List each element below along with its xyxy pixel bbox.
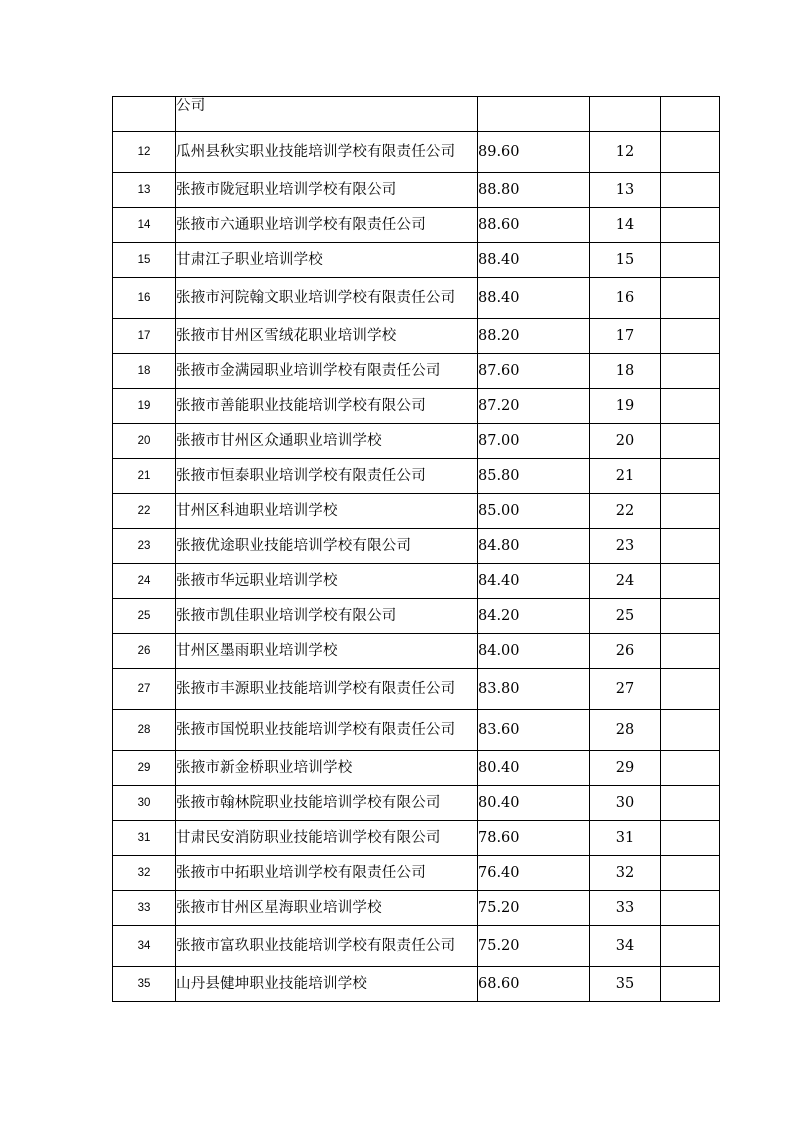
cell-note xyxy=(661,459,720,494)
table-row xyxy=(113,243,720,278)
table-row xyxy=(113,891,720,926)
cell-rank: 23 xyxy=(590,529,661,564)
cell-score xyxy=(478,97,590,132)
cell-rank: 19 xyxy=(590,389,661,424)
cell-score: 87.00 xyxy=(478,424,590,459)
cell-rank: 25 xyxy=(590,599,661,634)
cell-name: 张掖市甘州区雪绒花职业培训学校 xyxy=(176,319,478,354)
cell-rank: 28 xyxy=(590,710,661,751)
cell-name: 张掖市华远职业培训学校 xyxy=(176,564,478,599)
cell-rank: 30 xyxy=(590,786,661,821)
cell-rank: 33 xyxy=(590,891,661,926)
cell-rank: 32 xyxy=(590,856,661,891)
cell-no: 17 xyxy=(113,319,176,354)
cell-name: 甘州区科迪职业培训学校 xyxy=(176,494,478,529)
cell-no: 19 xyxy=(113,389,176,424)
cell-rank: 22 xyxy=(590,494,661,529)
cell-note xyxy=(661,529,720,564)
cell-note xyxy=(661,208,720,243)
cell-no: 29 xyxy=(113,751,176,786)
table-row xyxy=(113,424,720,459)
cell-rank: 17 xyxy=(590,319,661,354)
table-row xyxy=(113,967,720,1002)
cell-rank: 29 xyxy=(590,751,661,786)
cell-name: 山丹县健坤职业技能培训学校 xyxy=(176,967,478,1002)
cell-rank: 12 xyxy=(590,132,661,173)
cell-note xyxy=(661,424,720,459)
cell-rank: 14 xyxy=(590,208,661,243)
cell-name: 张掖市河院翰文职业培训学校有限责任公司 xyxy=(176,278,478,319)
cell-no xyxy=(113,97,176,132)
cell-score: 88.20 xyxy=(478,319,590,354)
cell-name: 甘肃江子职业培训学校 xyxy=(176,243,478,278)
cell-no: 12 xyxy=(113,132,176,173)
cell-rank: 31 xyxy=(590,821,661,856)
cell-name: 张掖市丰源职业技能培训学校有限责任公司 xyxy=(176,669,478,710)
table-row xyxy=(113,564,720,599)
cell-no: 20 xyxy=(113,424,176,459)
cell-rank xyxy=(590,97,661,132)
cell-score: 88.40 xyxy=(478,243,590,278)
cell-rank: 27 xyxy=(590,669,661,710)
cell-no: 31 xyxy=(113,821,176,856)
cell-score: 89.60 xyxy=(478,132,590,173)
cell-score: 84.20 xyxy=(478,599,590,634)
cell-note xyxy=(661,97,720,132)
table-row xyxy=(113,389,720,424)
cell-no: 34 xyxy=(113,926,176,967)
cell-score: 83.80 xyxy=(478,669,590,710)
cell-no: 16 xyxy=(113,278,176,319)
cell-note xyxy=(661,494,720,529)
table-row xyxy=(113,354,720,389)
cell-no: 24 xyxy=(113,564,176,599)
cell-no: 15 xyxy=(113,243,176,278)
cell-note xyxy=(661,891,720,926)
cell-note xyxy=(661,319,720,354)
cell-rank: 15 xyxy=(590,243,661,278)
cell-no: 14 xyxy=(113,208,176,243)
cell-score: 76.40 xyxy=(478,856,590,891)
cell-rank: 34 xyxy=(590,926,661,967)
results-table-body xyxy=(113,97,720,1002)
cell-score: 75.20 xyxy=(478,891,590,926)
cell-name: 公司 xyxy=(176,97,478,132)
cell-name: 甘州区墨雨职业培训学校 xyxy=(176,634,478,669)
table-row xyxy=(113,132,720,173)
cell-no: 23 xyxy=(113,529,176,564)
cell-name: 张掖市凯佳职业培训学校有限公司 xyxy=(176,599,478,634)
cell-no: 28 xyxy=(113,710,176,751)
cell-rank: 20 xyxy=(590,424,661,459)
cell-note xyxy=(661,669,720,710)
cell-score: 87.60 xyxy=(478,354,590,389)
cell-score: 87.20 xyxy=(478,389,590,424)
cell-name: 张掖市六通职业培训学校有限责任公司 xyxy=(176,208,478,243)
cell-note xyxy=(661,173,720,208)
table-row xyxy=(113,278,720,319)
cell-no: 18 xyxy=(113,354,176,389)
cell-name: 张掖市国悦职业技能培训学校有限责任公司 xyxy=(176,710,478,751)
cell-note xyxy=(661,856,720,891)
cell-score: 78.60 xyxy=(478,821,590,856)
cell-note xyxy=(661,967,720,1002)
cell-score: 80.40 xyxy=(478,751,590,786)
cell-rank: 24 xyxy=(590,564,661,599)
cell-score: 84.00 xyxy=(478,634,590,669)
table-row xyxy=(113,459,720,494)
cell-score: 84.80 xyxy=(478,529,590,564)
cell-note xyxy=(661,710,720,751)
cell-rank: 26 xyxy=(590,634,661,669)
cell-no: 21 xyxy=(113,459,176,494)
table-row xyxy=(113,926,720,967)
table-row xyxy=(113,599,720,634)
table-row xyxy=(113,173,720,208)
cell-note xyxy=(661,389,720,424)
cell-name: 张掖市中拓职业培训学校有限责任公司 xyxy=(176,856,478,891)
cell-note xyxy=(661,786,720,821)
cell-no: 30 xyxy=(113,786,176,821)
cell-no: 26 xyxy=(113,634,176,669)
cell-name: 张掖市新金桥职业培训学校 xyxy=(176,751,478,786)
cell-score: 88.80 xyxy=(478,173,590,208)
table-row xyxy=(113,856,720,891)
cell-rank: 16 xyxy=(590,278,661,319)
table-row xyxy=(113,669,720,710)
cell-note xyxy=(661,132,720,173)
cell-no: 13 xyxy=(113,173,176,208)
table-row xyxy=(113,751,720,786)
cell-note xyxy=(661,821,720,856)
cell-no: 22 xyxy=(113,494,176,529)
cell-no: 27 xyxy=(113,669,176,710)
results-table xyxy=(112,96,720,1002)
continuation-row xyxy=(113,97,720,132)
table-row xyxy=(113,529,720,564)
cell-note xyxy=(661,243,720,278)
cell-score: 68.60 xyxy=(478,967,590,1002)
cell-score: 88.40 xyxy=(478,278,590,319)
cell-note xyxy=(661,634,720,669)
cell-no: 33 xyxy=(113,891,176,926)
cell-name: 张掖市甘州区众通职业培训学校 xyxy=(176,424,478,459)
cell-rank: 21 xyxy=(590,459,661,494)
cell-rank: 18 xyxy=(590,354,661,389)
cell-no: 25 xyxy=(113,599,176,634)
cell-name: 张掖优途职业技能培训学校有限公司 xyxy=(176,529,478,564)
cell-rank: 35 xyxy=(590,967,661,1002)
cell-score: 83.60 xyxy=(478,710,590,751)
table-row xyxy=(113,634,720,669)
cell-name: 张掖市甘州区星海职业培训学校 xyxy=(176,891,478,926)
cell-note xyxy=(661,278,720,319)
cell-score: 88.60 xyxy=(478,208,590,243)
table-row xyxy=(113,786,720,821)
cell-score: 85.00 xyxy=(478,494,590,529)
cell-rank: 13 xyxy=(590,173,661,208)
cell-name: 甘肃民安消防职业技能培训学校有限公司 xyxy=(176,821,478,856)
table-row xyxy=(113,208,720,243)
cell-name: 张掖市陇冠职业培训学校有限公司 xyxy=(176,173,478,208)
cell-name: 张掖市恒泰职业培训学校有限责任公司 xyxy=(176,459,478,494)
cell-note xyxy=(661,751,720,786)
cell-no: 35 xyxy=(113,967,176,1002)
cell-name: 瓜州县秋实职业技能培训学校有限责任公司 xyxy=(176,132,478,173)
cell-note xyxy=(661,354,720,389)
cell-score: 84.40 xyxy=(478,564,590,599)
cell-no: 32 xyxy=(113,856,176,891)
cell-score: 75.20 xyxy=(478,926,590,967)
cell-note xyxy=(661,564,720,599)
cell-name: 张掖市金满园职业培训学校有限责任公司 xyxy=(176,354,478,389)
table-row xyxy=(113,494,720,529)
cell-name: 张掖市翰林院职业技能培训学校有限公司 xyxy=(176,786,478,821)
cell-name: 张掖市富玖职业技能培训学校有限责任公司 xyxy=(176,926,478,967)
cell-score: 85.80 xyxy=(478,459,590,494)
table-row xyxy=(113,710,720,751)
cell-note xyxy=(661,926,720,967)
cell-score: 80.40 xyxy=(478,786,590,821)
table-row xyxy=(113,319,720,354)
table-row xyxy=(113,821,720,856)
cell-note xyxy=(661,599,720,634)
cell-name: 张掖市善能职业技能培训学校有限公司 xyxy=(176,389,478,424)
